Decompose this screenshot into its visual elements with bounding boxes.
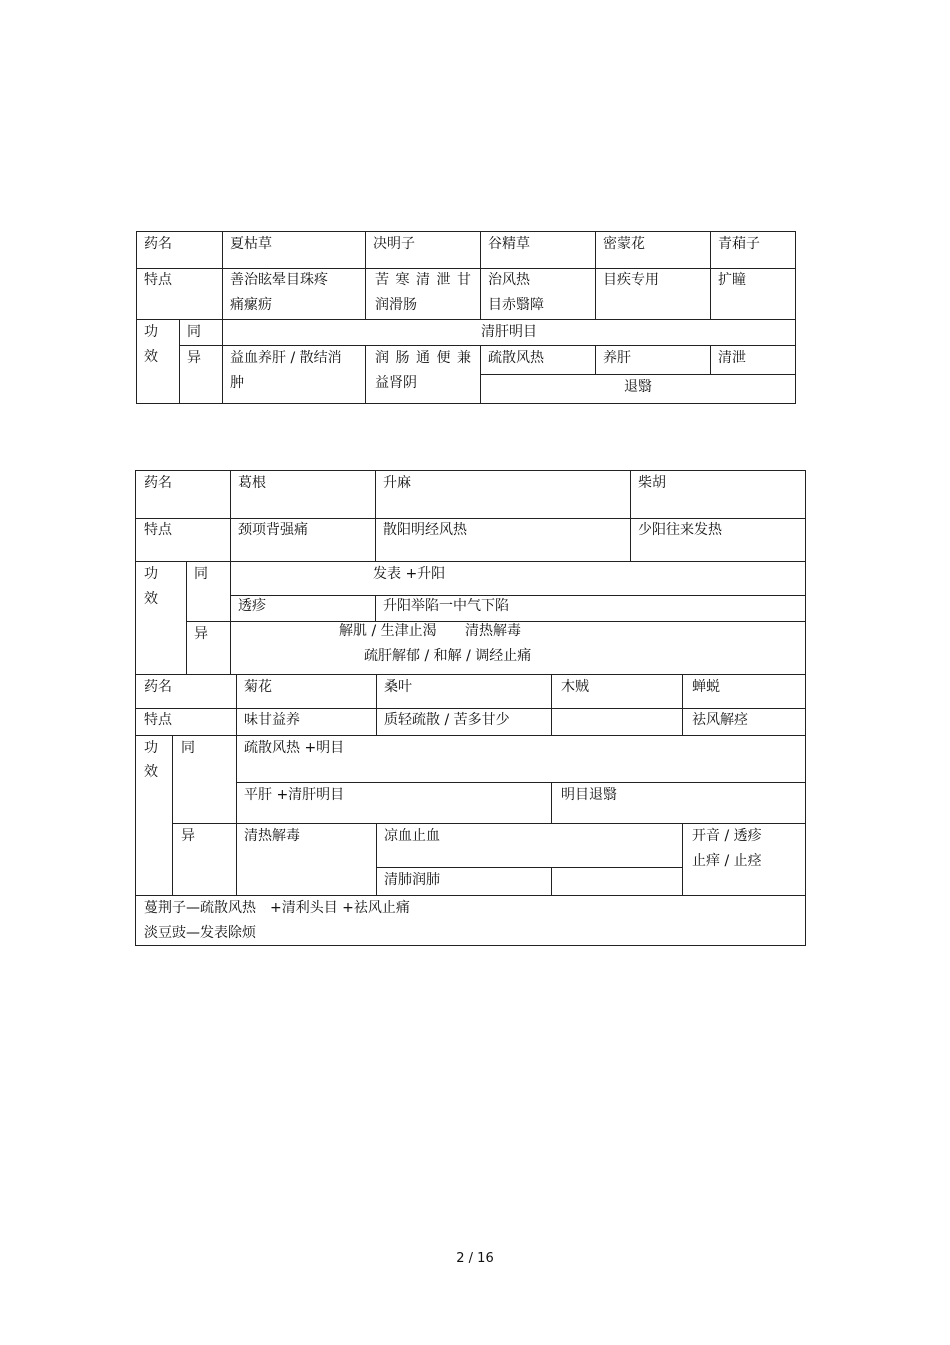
diff-label: 异 <box>181 828 195 844</box>
same-sub-effect: 透疹 <box>238 598 266 614</box>
row-divider <box>230 595 805 596</box>
same-sub-effect: 平肝 +清肝明目 <box>244 787 345 803</box>
diff-effect: 疏散风热 <box>488 350 544 366</box>
note-line: 蔓荆子—疏散风热 +清利头目 +祛风止痛 <box>144 900 410 916</box>
feature-text: 味甘益养 <box>244 712 300 728</box>
herb-name: 葛根 <box>238 475 266 491</box>
table-herbs-release-exterior <box>135 470 806 946</box>
diff-effect: 清肺润肺 <box>384 872 440 888</box>
col-divider <box>376 824 377 895</box>
header-label: 药名 <box>144 475 172 491</box>
header-label: 药名 <box>144 236 172 252</box>
herb-name: 青葙子 <box>718 236 760 252</box>
feature-text: 苦寒清泄甘 <box>375 272 471 288</box>
herb-name: 蝉蜕 <box>692 679 720 695</box>
same-label: 同 <box>187 324 201 340</box>
col-divider <box>179 320 180 403</box>
col-divider <box>365 232 366 319</box>
effect-label: 效 <box>144 591 158 607</box>
feature-label: 特点 <box>144 272 172 288</box>
col-divider <box>375 596 376 621</box>
feature-text: 祛风解痉 <box>692 712 748 728</box>
same-effect: 疏散风热 +明目 <box>244 740 345 756</box>
same-sub-effect: 明目退翳 <box>561 787 617 803</box>
herb-name: 夏枯草 <box>230 236 272 252</box>
col-divider <box>480 232 481 319</box>
col-divider <box>710 346 711 374</box>
table-herbs-clear-liver <box>136 231 796 404</box>
herb-name: 桑叶 <box>384 679 412 695</box>
herb-name: 谷精草 <box>488 236 530 252</box>
effect-label: 功 <box>144 324 158 340</box>
col-divider <box>551 783 552 823</box>
diff-effect: 益血养肝 / 散结消 <box>230 350 342 366</box>
page-number: 2 / 16 <box>456 1251 494 1266</box>
col-divider <box>230 562 231 674</box>
feature-text: 目疾专用 <box>603 272 659 288</box>
herb-name: 升麻 <box>383 475 411 491</box>
col-divider <box>236 675 237 735</box>
col-divider <box>682 824 683 895</box>
herb-name: 木贼 <box>561 679 589 695</box>
diff-effect: 清热解毒 <box>465 623 521 639</box>
diff-effect: 润肠通便兼 <box>375 350 471 366</box>
col-divider <box>230 471 231 561</box>
feature-text: 目赤翳障 <box>488 297 544 313</box>
feature-text: 扩瞳 <box>718 272 746 288</box>
diff-shared: 退翳 <box>624 379 652 395</box>
col-divider <box>595 346 596 374</box>
same-effect: 清肝明目 <box>481 324 537 340</box>
col-divider <box>595 232 596 319</box>
effect-label: 效 <box>144 764 158 780</box>
col-divider <box>551 675 552 735</box>
feature-text: 颈项背强痛 <box>238 522 308 538</box>
herb-name: 菊花 <box>244 679 272 695</box>
col-divider <box>222 232 223 403</box>
same-sub-effect: 升阳举陷一中气下陷 <box>383 598 509 614</box>
diff-effect: 止痒 / 止痉 <box>692 853 762 869</box>
diff-effect: 疏肝解郁 / 和解 / 调经止痛 <box>364 648 532 664</box>
diff-effect: 解肌 / 生津止渴 <box>339 623 437 639</box>
col-divider <box>376 675 377 735</box>
feature-text: 善治眩晕目珠疼 <box>230 272 328 288</box>
note-line: 淡豆豉—发表除烦 <box>144 925 256 941</box>
feature-text: 润滑肠 <box>375 297 417 313</box>
row-divider <box>136 561 805 562</box>
effect-label: 功 <box>144 566 158 582</box>
header-label: 药名 <box>144 679 172 695</box>
same-label: 同 <box>194 566 208 582</box>
col-divider <box>551 868 552 895</box>
col-divider <box>365 346 366 403</box>
diff-effect: 养肝 <box>603 350 631 366</box>
herb-name: 决明子 <box>373 236 415 252</box>
same-effect: 发表 +升阳 <box>373 566 446 582</box>
diff-effect: 开音 / 透疹 <box>692 828 762 844</box>
feature-text: 痛瘰疬 <box>230 297 272 313</box>
diff-effect: 清热解毒 <box>244 828 300 844</box>
diff-effect: 清泄 <box>718 350 746 366</box>
effect-label: 效 <box>144 349 158 365</box>
diff-effect: 肿 <box>230 375 244 391</box>
col-divider <box>172 736 173 895</box>
feature-label: 特点 <box>144 522 172 538</box>
feature-text: 治风热 <box>488 272 530 288</box>
feature-text: 散阳明经风热 <box>383 522 467 538</box>
herb-name: 柴胡 <box>638 475 666 491</box>
col-divider <box>186 562 187 674</box>
herb-name: 密蒙花 <box>603 236 645 252</box>
col-divider <box>375 471 376 561</box>
diff-label: 异 <box>187 350 201 366</box>
col-divider <box>630 471 631 561</box>
feature-text: 少阳往来发热 <box>638 522 722 538</box>
effect-label: 功 <box>144 740 158 756</box>
col-divider <box>236 736 237 895</box>
diff-label: 异 <box>194 626 208 642</box>
feature-text: 质轻疏散 / 苦多甘少 <box>384 712 510 728</box>
col-divider <box>710 232 711 319</box>
diff-effect: 凉血止血 <box>384 828 440 844</box>
same-label: 同 <box>181 740 195 756</box>
diff-effect: 益肾阴 <box>375 375 417 391</box>
feature-label: 特点 <box>144 712 172 728</box>
col-divider <box>682 675 683 735</box>
